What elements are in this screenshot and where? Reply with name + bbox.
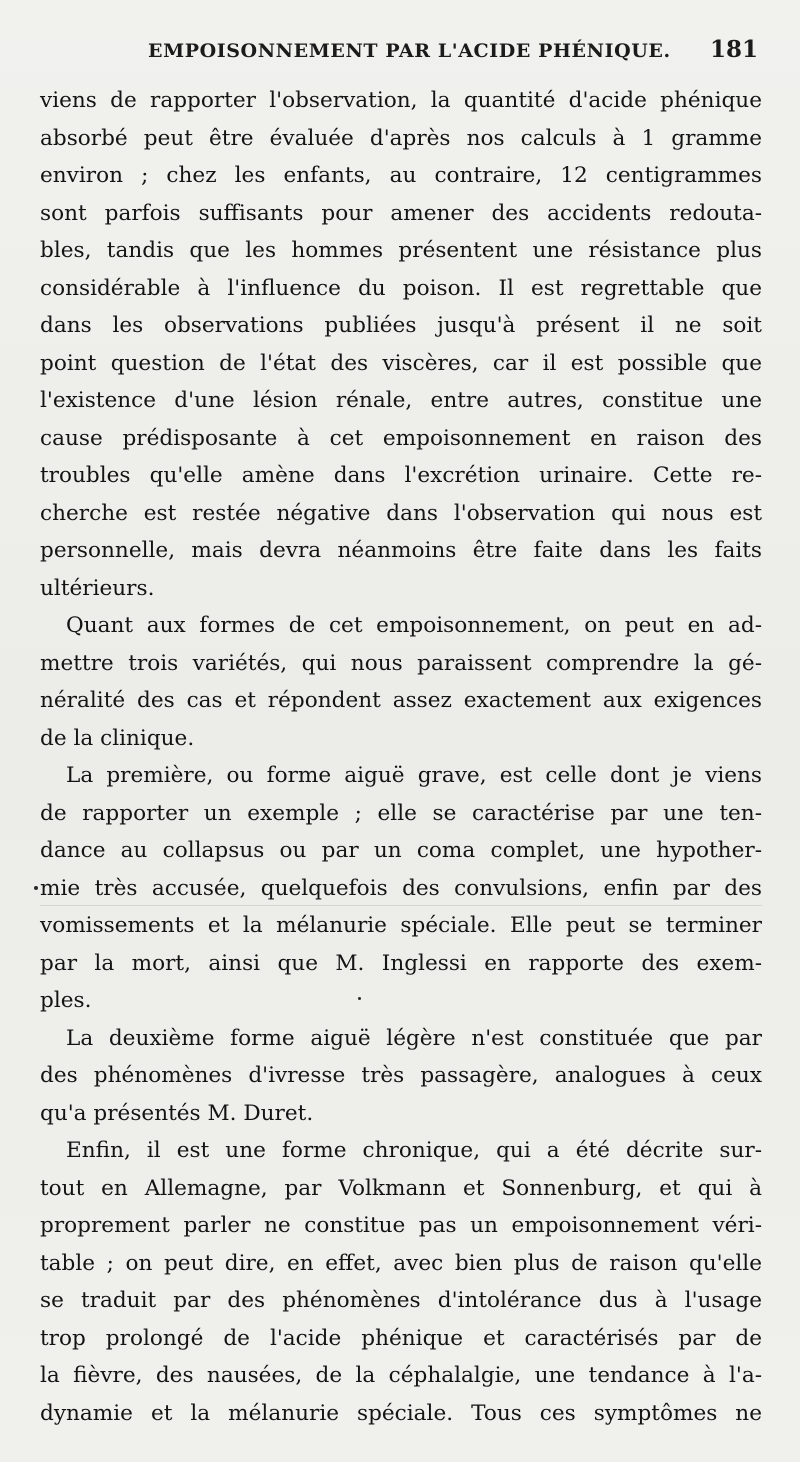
text-line: Quant aux formes de cet empoisonnement, on peut en ad-	[66, 613, 762, 638]
text-line: ples.	[40, 988, 92, 1013]
text-line: absorbé peut être évaluée d'après nos calculs à 1 gramme	[40, 125, 762, 151]
text-line: point question de l'état des viscères, car il est possible que	[40, 350, 762, 376]
text-line: l'existence d'une lésion rénale, entre autres, constitue une	[40, 388, 762, 413]
text-line: Enfin, il est une forme chronique, qui a été décrite sur-	[66, 1138, 762, 1163]
text-line: se traduit par des phénomènes d'intolérance dus à l'usage	[40, 1288, 762, 1313]
text-line: des phénomènes d'ivresse très passagère, analogues à ceux	[40, 1063, 762, 1088]
body-text	[40, 82, 762, 1432]
text-line: néralité des cas et répondent assez exactement aux exigences	[40, 688, 762, 713]
text-line: personnelle, mais devra néanmoins être faite dans les faits	[40, 538, 762, 563]
text-line: vomissements et la mélanurie spéciale. Elle peut se terminer	[40, 913, 762, 938]
text-line: dans les observations publiées jusqu'à présent il ne soit	[40, 313, 762, 338]
text-line: sont parfois suffisants pour amener des accidents redouta-	[40, 200, 762, 226]
text-line: trop prolongé de l'acide phénique et caractérisés par de	[40, 1325, 762, 1351]
text-line: ultérieurs.	[40, 575, 155, 601]
text-line: de la clinique.	[40, 725, 195, 751]
text-line: proprement parler ne constitue pas un empoisonnement véri-	[40, 1213, 762, 1238]
text-line: mie très accusée, quelquefois des convulsions, enfin par des	[40, 875, 762, 901]
ink-speck	[358, 997, 361, 1000]
text-line: par la mort, ainsi que M. Inglessi en rapporte des exem-	[40, 950, 762, 976]
text-line: la fièvre, des nausées, de la céphalalgie, une tendance à l'a-	[40, 1363, 762, 1388]
text-line: mettre trois variétés, qui nous paraissent comprendre la gé-	[40, 650, 762, 676]
running-title: EMPOISONNEMENT PAR L'ACIDE PHÉNIQUE.	[148, 40, 671, 62]
text-line: tout en Allemagne, par Volkmann et Sonnenburg, et qui à	[40, 1175, 762, 1201]
page-header	[40, 30, 762, 74]
show-through-rule	[40, 905, 762, 906]
text-line: dynamie et la mélanurie spéciale. Tous ces symptômes ne	[40, 1400, 762, 1426]
text-line: considérable à l'influence du poison. Il est regrettable que	[40, 275, 762, 301]
text-line: La deuxième forme aiguë légère n'est constituée que par	[66, 1025, 762, 1051]
text-line: cause prédisposante à cet empoisonnement en raison des	[40, 425, 762, 451]
text-line: bles, tandis que les hommes présentent une résistance plus	[40, 238, 762, 263]
text-line: dance au collapsus ou par un coma complet, une hypother-	[40, 838, 762, 863]
text-line: de rapporter un exemple ; elle se caractérise par une ten-	[40, 800, 762, 826]
text-line: qu'a présentés M. Duret.	[40, 1100, 314, 1126]
text-line: La première, ou forme aiguë grave, est celle dont je viens	[66, 763, 762, 788]
page-number: 181	[709, 36, 758, 63]
ink-speck	[34, 886, 38, 890]
text-line: cherche est restée négative dans l'observation qui nous est	[40, 500, 762, 526]
text-line: viens de rapporter l'observation, la quantité d'acide phénique	[40, 88, 762, 113]
text-line: troubles qu'elle amène dans l'excrétion urinaire. Cette re-	[40, 463, 762, 488]
text-line: environ ; chez les enfants, au contraire, 12 centigrammes	[40, 163, 762, 188]
text-line: table ; on peut dire, en effet, avec bien plus de raison qu'elle	[40, 1250, 762, 1276]
